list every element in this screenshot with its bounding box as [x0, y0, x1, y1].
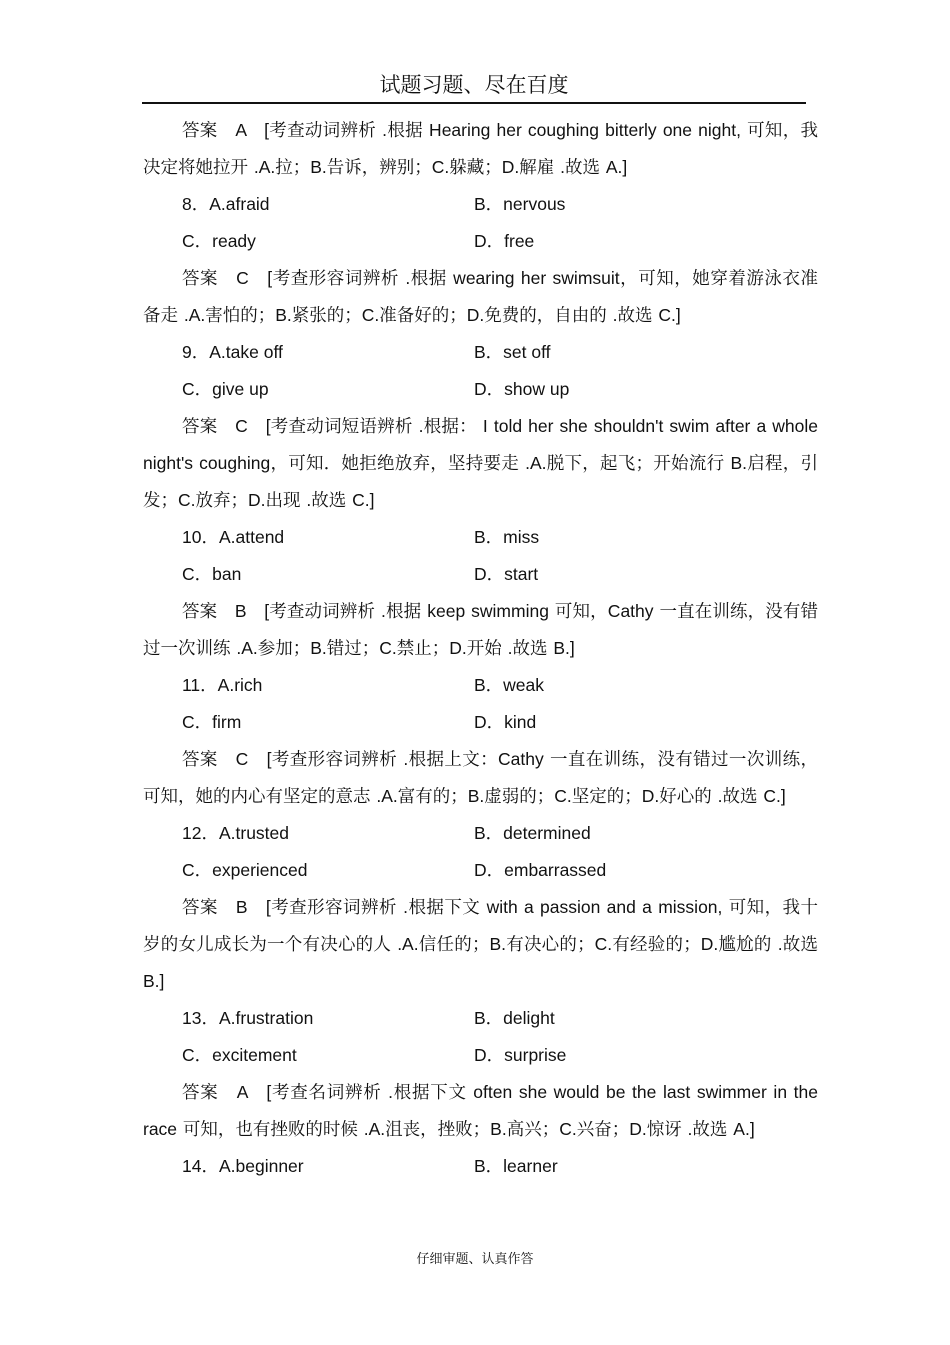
option-left: 11．A.rich — [182, 675, 263, 695]
option-row — [143, 1148, 818, 1185]
option-row — [143, 186, 818, 223]
option-right: B．learner — [474, 1156, 558, 1176]
option-row — [143, 667, 818, 704]
answer-explanation: 答案 C [考查形容词辨析 .根据上文：Cathy 一直在训练，没有错过一次训练，可知，她的内心有坚定的意志 .A.富有的；B.虚弱的；C.坚定的；D.好心的 .故选 C.] — [143, 749, 818, 806]
option-left: C．ban — [182, 564, 242, 584]
option-row — [143, 815, 818, 852]
option-right: B．miss — [474, 527, 540, 547]
option-right: D．embarrassed — [474, 860, 607, 880]
option-right: B．determined — [474, 823, 591, 843]
answer-explanation: 答案 A [考查动词辨析 .根据 Hearing her coughing bitterly one night, 可知，我决定将她拉开 .A.拉；B.告诉，辨别；C.躲藏；D.解雇 .故选 A.] — [143, 120, 818, 177]
option-row — [143, 371, 818, 408]
option-right: D．surprise — [474, 1045, 567, 1065]
answer-explanation: 答案 A [考查名词辨析 .根据下文 often she would be the last swimmer in the race 可知，也有挫败的时候 .A.沮丧，挫败；B.高兴；C.兴奋；D.惊讶 .故选 A.] — [143, 1082, 818, 1139]
option-right: D．free — [474, 231, 535, 251]
option-left: C．excitement — [182, 1045, 297, 1065]
option-left: 13．A.frustration — [182, 1008, 314, 1028]
option-row — [143, 1037, 818, 1074]
option-left: C．give up — [182, 379, 269, 399]
footer-text: 仔细审题、认真作答 — [416, 1252, 534, 1267]
answer-explanation: 答案 B [考查动词辨析 .根据 keep swimming 可知，Cathy 一直在训练，没有错过一次训练 .A.参加；B.错过；C.禁止；D.开始 .故选 B.] — [143, 601, 818, 658]
document-body — [143, 112, 818, 1185]
option-row — [143, 519, 818, 556]
option-row — [143, 223, 818, 260]
header-title: 试题习题、尽在百度 — [379, 73, 569, 97]
option-right: B．weak — [474, 675, 545, 695]
option-right: B．nervous — [474, 194, 566, 214]
answer-explanation: 答案 B [考查形容词辨析 .根据下文 with a passion and a mission, 可知，我十岁的女儿成长为一个有决心的人 .A.信任的；B.有决心的；C.有经验的；D.尴尬的 .故选 B.] — [143, 897, 818, 991]
option-left: 12．A.trusted — [182, 823, 289, 843]
answer-explanation: 答案 C [考查动词短语辨析 .根据： I told her she shouldn't swim after a whole night's coughing，可知．她拒绝放弃，坚持要走 .A.脱下，起飞；开始流行 B.启程，引发；C.放弃；D.出现 .故选 C.] — [143, 416, 818, 510]
option-right: B．delight — [474, 1008, 555, 1028]
option-right: B．set off — [474, 342, 551, 362]
page-footer — [0, 1248, 950, 1267]
option-right: D．kind — [474, 712, 537, 732]
answer-explanation: 答案 C [考查形容词辨析 .根据 wearing her swimsuit，可知，她穿着游泳衣准备走 .A.害怕的；B.紧张的；C.准备好的；D.免费的，自由的 .故选 C.] — [143, 268, 818, 325]
option-right: D．show up — [474, 379, 570, 399]
option-left: C．ready — [182, 231, 256, 251]
option-left: C．experienced — [182, 860, 308, 880]
page-header — [142, 70, 806, 104]
option-left: 9．A.take off — [182, 342, 283, 362]
option-row — [143, 1000, 818, 1037]
option-left: C．firm — [182, 712, 242, 732]
option-left: 8．A.afraid — [182, 194, 270, 214]
option-left: 10．A.attend — [182, 527, 285, 547]
option-row — [143, 556, 818, 593]
option-row — [143, 334, 818, 371]
option-row — [143, 852, 818, 889]
option-row — [143, 704, 818, 741]
option-right: D．start — [474, 564, 539, 584]
option-left: 14．A.beginner — [182, 1156, 304, 1176]
